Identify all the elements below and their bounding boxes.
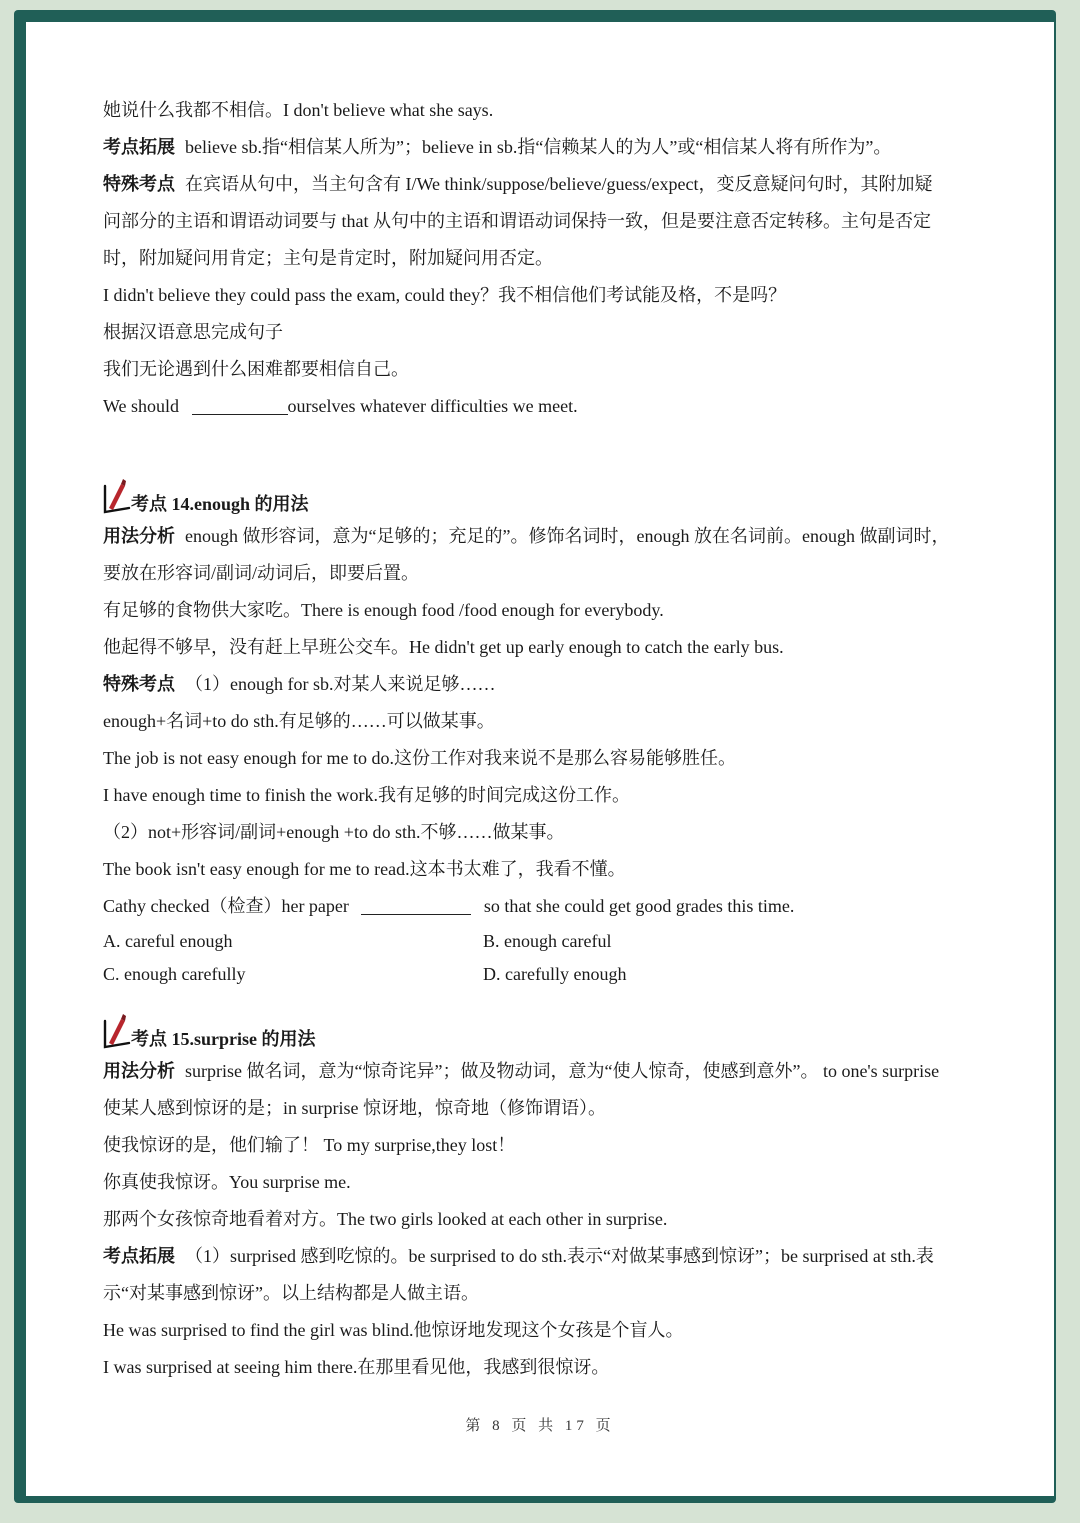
text-line: 用法分析 surprise 做名词，意为“惊奇诧异”；做及物动词，意为“使人惊奇，使感到意外”。 to one's surprise	[103, 1061, 940, 1081]
text-line: 示“对某事感到惊讶”。以上结构都是人做主语。	[103, 1283, 479, 1303]
section-label: 用法分析	[103, 526, 175, 546]
text-line: 根据汉语意思完成句子	[103, 322, 283, 342]
exercise-line: We should ourselves whatever difficulties we meet.	[103, 388, 983, 425]
text-line: 考点拓展 believe sb.指“相信某人所为”；believe in sb.指“信赖某人的为人”或“相信某人将有所作为”。	[103, 137, 892, 157]
pen-icon	[101, 478, 131, 518]
pen-icon	[101, 1013, 131, 1053]
section-label: 用法分析	[103, 1061, 175, 1081]
section-heading-15: 考点 15.surprise 的用法	[101, 1009, 983, 1053]
section-heading-14: 考点 14.enough 的用法	[101, 474, 983, 518]
text-line: He was surprised to find the girl was blind.他惊讶地发现这个女孩是个盲人。	[103, 1320, 684, 1340]
text-line: The book isn't easy enough for me to read.这本书太难了，我看不懂。	[103, 859, 626, 879]
text-line: 考点拓展 （1）surprised 感到吃惊的。be surprised to do sth.表示“对做某事感到惊讶”；be surprised at sth.表	[103, 1246, 934, 1266]
text-line: I didn't believe they could pass the exam, could they？我不相信他们考试能及格，不是吗？	[103, 285, 787, 305]
text-line: 那两个女孩惊奇地看着对方。The two girls looked at each other in surprise.	[103, 1209, 668, 1229]
text-line: 问部分的主语和谓语动词要与 that 从句中的主语和谓语动词保持一致，但是要注意否定转移。主句是否定	[103, 211, 931, 231]
text-line: 我们无论遇到什么困难都要相信自己。	[103, 359, 409, 379]
answer-blank[interactable]	[361, 890, 471, 915]
option-c[interactable]: C. enough carefully	[103, 964, 246, 984]
exercise-line: Cathy checked（检查）her paper so that she could get good grades this time.	[103, 888, 983, 925]
options-row	[103, 925, 983, 958]
text-line: 你真使我惊讶。You surprise me.	[103, 1172, 351, 1192]
section-label: 考点拓展	[103, 137, 175, 157]
text-line: 时，附加疑问用肯定；主句是肯定时，附加疑问用否定。	[103, 248, 553, 268]
text-line: 她说什么我都不相信。I don't believe what she says.	[103, 100, 494, 120]
text-line: 使我惊讶的是，他们输了！ To my surprise,they lost！	[103, 1135, 516, 1155]
text-line: 有足够的食物供大家吃。There is enough food /food enough for everybody.	[103, 600, 664, 620]
document-content	[103, 92, 983, 1386]
section-label: 考点拓展	[103, 1246, 175, 1266]
text-line: enough+名词+to do sth.有足够的……可以做某事。	[103, 711, 495, 731]
text-line: I was surprised at seeing him there.在那里看见他，我感到很惊讶。	[103, 1357, 610, 1377]
page-number: 第 8 页 共 17 页	[465, 1418, 615, 1434]
section-label: 特殊考点	[103, 674, 175, 694]
text-line: 特殊考点 （1）enough for sb.对某人来说足够……	[103, 674, 496, 694]
option-a[interactable]: A. careful enough	[103, 931, 233, 951]
options-row	[103, 958, 983, 991]
text-line: I have enough time to finish the work.我有足够的时间完成这份工作。	[103, 785, 630, 805]
text-line: 特殊考点 在宾语从句中，当主句含有 I/We think/suppose/believe/guess/expect，变反意疑问句时，其附加疑	[103, 174, 933, 194]
text-line: 使某人感到惊讶的是；in surprise 惊讶地，惊奇地（修饰谓语）。	[103, 1098, 606, 1118]
option-b[interactable]: B. enough careful	[483, 931, 612, 951]
answer-blank[interactable]	[192, 390, 288, 415]
text-line: 要放在形容词/副词/动词后，即要后置。	[103, 563, 420, 583]
option-d[interactable]: D. carefully enough	[483, 964, 627, 984]
text-line: 用法分析 enough 做形容词，意为“足够的；充足的”。修饰名词时，enough 放在名词前。enough 做副词时，	[103, 526, 950, 546]
text-line: 他起得不够早，没有赶上早班公交车。He didn't get up early enough to catch the early bus.	[103, 637, 784, 657]
section-label: 特殊考点	[103, 174, 175, 194]
text-line: （2）not+形容词/副词+enough +to do sth.不够……做某事。	[103, 822, 565, 842]
text-line: The job is not easy enough for me to do.这份工作对我来说不是那么容易能够胜任。	[103, 748, 736, 768]
